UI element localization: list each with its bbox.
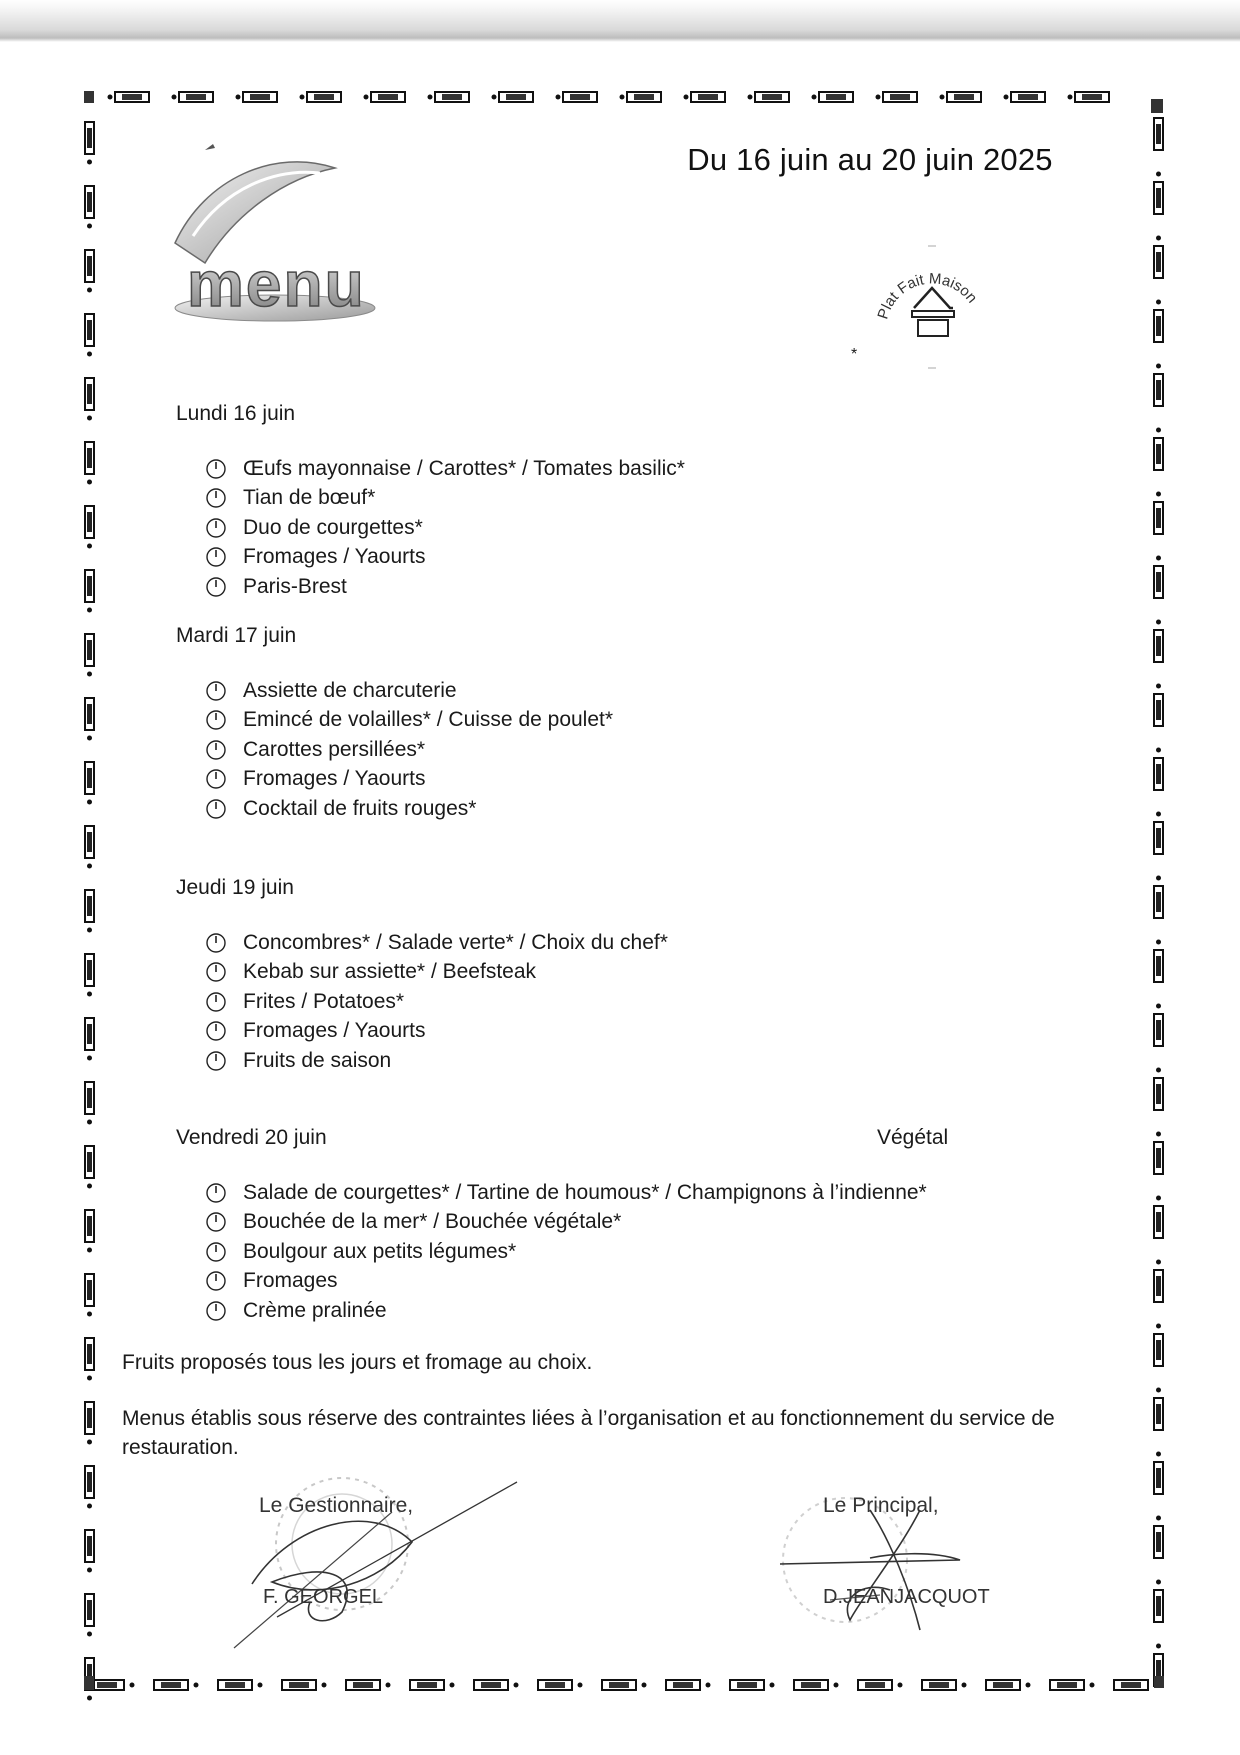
border-dash — [506, 94, 526, 100]
border-dash — [87, 1056, 92, 1061]
border-dash — [1151, 99, 1163, 113]
border-dash — [1156, 956, 1161, 976]
border-dash — [1156, 700, 1161, 720]
svg-text:menu: menu — [187, 248, 366, 320]
list-item: Fromages / Yaourts — [204, 543, 685, 573]
border-dash — [87, 800, 92, 805]
border-dash — [1090, 1683, 1095, 1688]
list-item: Concombres* / Salade verte* / Choix du chef* — [204, 928, 668, 958]
border-dash — [570, 94, 590, 100]
border-dash — [161, 1682, 181, 1688]
border-dash — [97, 1682, 117, 1688]
border-dash — [940, 95, 945, 100]
border-dash — [87, 448, 92, 468]
border-dash — [87, 992, 92, 997]
clock-icon — [204, 797, 228, 821]
border-dash — [834, 1683, 839, 1688]
border-dash — [87, 960, 92, 980]
gestionnaire-name: F. GEORGEL — [263, 1586, 384, 1608]
list-item: Salade de courgettes* / Tartine de houmous* / Champignons à l’indienne* — [204, 1178, 927, 1208]
border-dash — [1156, 1516, 1161, 1521]
border-dash — [87, 896, 92, 916]
border-dash — [130, 1683, 135, 1688]
border-dash — [1156, 940, 1161, 945]
day-title: Lundi 16 juin — [176, 402, 296, 425]
border-dash — [684, 95, 689, 100]
principal-name: D.JEANJACQUOT — [823, 1586, 990, 1608]
border-dash — [108, 95, 113, 100]
border-dash — [87, 704, 92, 724]
border-dash — [87, 768, 92, 788]
border-dash — [87, 1472, 92, 1492]
border-dash — [1156, 1020, 1161, 1040]
border-dash — [225, 1682, 245, 1688]
border-dash — [1156, 300, 1161, 305]
clock-icon — [204, 1181, 228, 1205]
border-dash — [1082, 94, 1102, 100]
border-dash — [865, 1682, 885, 1688]
border-dash — [250, 94, 270, 100]
border-dash — [87, 1408, 92, 1428]
list-item: Cocktail de fruits rouges* — [204, 794, 613, 824]
border-dash — [1156, 444, 1161, 464]
border-dash — [1156, 316, 1161, 336]
clock-icon — [204, 708, 228, 732]
border-dash — [87, 608, 92, 613]
border-dash — [87, 288, 92, 293]
clock-icon — [204, 516, 228, 540]
border-dash — [87, 192, 92, 212]
border-dash — [386, 1683, 391, 1688]
border-dash — [87, 416, 92, 421]
border-dash — [87, 1120, 92, 1125]
border-dash — [1156, 1596, 1161, 1616]
border-dash — [87, 384, 92, 404]
border-dash — [87, 1568, 92, 1573]
day-title: Vendredi 20 juin — [176, 1126, 327, 1149]
border-dash — [442, 94, 462, 100]
border-dash — [1018, 94, 1038, 100]
clock-icon — [204, 1210, 228, 1234]
border-dash — [1156, 684, 1161, 689]
border-dash — [87, 128, 92, 148]
border-dash — [87, 512, 92, 532]
border-dash — [1156, 1260, 1161, 1265]
border-dash — [87, 1216, 92, 1236]
border-dash — [1156, 876, 1161, 881]
border-dash — [1156, 636, 1161, 656]
clock-icon — [204, 1049, 228, 1073]
border-dash — [770, 1683, 775, 1688]
border-dash — [87, 160, 92, 165]
border-dash — [762, 94, 782, 100]
border-dash — [87, 1184, 92, 1189]
border-dash — [609, 1682, 629, 1688]
border-dash — [1004, 95, 1009, 100]
border-dash — [1156, 1532, 1161, 1552]
border-dash — [1026, 1683, 1031, 1688]
border-dash — [1156, 1068, 1161, 1073]
border-dash — [378, 94, 398, 100]
border-dash — [87, 1536, 92, 1556]
list-item: Œufs mayonnaise / Carottes* / Tomates basilic* — [204, 454, 685, 484]
list-item: Fromages / Yaourts — [204, 1017, 668, 1047]
reserve-note: Menus établis sous réserve des contraintes liées à l’organisation et au fonctionnement du service de restauration. — [122, 1407, 1055, 1459]
border-dash — [1068, 95, 1073, 100]
border-dash — [1156, 1196, 1161, 1201]
border-dash — [87, 1632, 92, 1637]
border-dash — [545, 1682, 565, 1688]
border-dash — [87, 832, 92, 852]
border-dash — [962, 1683, 967, 1688]
border-dash — [890, 94, 910, 100]
border-dash — [898, 1683, 903, 1688]
border-dash — [1156, 172, 1161, 177]
clock-icon — [204, 1269, 228, 1293]
border-dash — [1156, 1084, 1161, 1104]
border-dash — [578, 1683, 583, 1688]
list-item: Emincé de volailles* / Cuisse de poulet* — [204, 706, 613, 736]
border-dash — [1154, 1676, 1164, 1688]
list-item: Kebab sur assiette* / Beefsteak — [204, 958, 668, 988]
border-dash — [87, 224, 92, 229]
list-item: Paris-Brest — [204, 572, 685, 602]
clock-icon — [204, 960, 228, 984]
border-dash — [1057, 1682, 1077, 1688]
clock-icon — [204, 679, 228, 703]
border-dash — [1156, 1004, 1161, 1009]
border-dash — [481, 1682, 501, 1688]
border-dash — [1156, 828, 1161, 848]
menu-list — [204, 454, 685, 602]
border-dash — [87, 1440, 92, 1445]
border-dash — [87, 1504, 92, 1509]
border-dash — [1156, 364, 1161, 369]
border-dash — [236, 95, 241, 100]
border-dash — [87, 1312, 92, 1317]
border-dash — [698, 94, 718, 100]
clock-icon — [204, 767, 228, 791]
border-dash — [1156, 428, 1161, 433]
principal-title: Le Principal, — [823, 1494, 939, 1517]
border-dash — [1156, 1580, 1161, 1585]
border-dash — [87, 672, 92, 677]
list-item: Crème pralinée — [204, 1296, 927, 1326]
list-item: Fromages / Yaourts — [204, 765, 613, 795]
border-dash — [1121, 1682, 1141, 1688]
list-item: Duo de courgettes* — [204, 513, 685, 543]
border-dash — [122, 94, 142, 100]
border-dash — [87, 1344, 92, 1364]
border-dash — [87, 928, 92, 933]
list-item: Fromages — [204, 1267, 927, 1297]
clock-icon — [204, 1019, 228, 1043]
clock-icon — [204, 457, 228, 481]
clock-icon — [204, 545, 228, 569]
border-dash — [186, 94, 206, 100]
border-dash — [1156, 252, 1161, 272]
border-dash — [1156, 1148, 1161, 1168]
border-dash — [289, 1682, 309, 1688]
border-dash — [87, 1600, 92, 1620]
clock-icon — [204, 931, 228, 955]
border-dash — [87, 320, 92, 340]
fait-maison-stamp — [862, 240, 1002, 380]
border-dash — [1156, 1388, 1161, 1393]
border-dash — [1156, 188, 1161, 208]
border-dash — [954, 94, 974, 100]
border-dash — [84, 1676, 94, 1690]
border-dash — [87, 864, 92, 869]
border-dash — [87, 736, 92, 741]
border-dash — [556, 95, 561, 100]
border-dash — [876, 95, 881, 100]
border-dash — [1156, 492, 1161, 497]
border-dash — [1156, 1404, 1161, 1424]
gestionnaire-title: Le Gestionnaire, — [259, 1494, 414, 1517]
border-dash — [801, 1682, 821, 1688]
clock-icon — [204, 1299, 228, 1323]
border-dash — [620, 95, 625, 100]
list-item: Fruits de saison — [204, 1046, 668, 1076]
border-dash — [1156, 1452, 1161, 1457]
border-dash — [812, 95, 817, 100]
border-dash — [642, 1683, 647, 1688]
border-dash — [929, 1682, 949, 1688]
list-item: Boulgour aux petits légumes* — [204, 1237, 927, 1267]
border-dash — [87, 1280, 92, 1300]
vegetal-tag: Végétal — [877, 1126, 949, 1149]
menu-list — [204, 928, 668, 1076]
border-dash — [1156, 572, 1161, 592]
border-dash — [1156, 748, 1161, 753]
border-dash — [314, 94, 334, 100]
border-dash — [748, 95, 753, 100]
border-dash — [87, 256, 92, 276]
border-dash — [1156, 764, 1161, 784]
border-dash — [1156, 1468, 1161, 1488]
list-item: Bouchée de la mer* / Bouchée végétale* — [204, 1208, 927, 1238]
list-item: Frites / Potatoes* — [204, 987, 668, 1017]
border-dash — [737, 1682, 757, 1688]
border-dash — [993, 1682, 1013, 1688]
border-dash — [634, 94, 654, 100]
border-dash — [87, 1088, 92, 1108]
day-title: Jeudi 19 juin — [176, 876, 294, 899]
menu-list — [204, 676, 613, 824]
border-dash — [172, 95, 177, 100]
fruits-note: Fruits proposés tous les jours et fromage au choix. — [122, 1351, 593, 1374]
border-dash — [1156, 124, 1161, 144]
border-dash — [322, 1683, 327, 1688]
border-dash — [87, 352, 92, 357]
border-dash — [258, 1683, 263, 1688]
border-dash — [87, 640, 92, 660]
border-dash — [87, 1248, 92, 1253]
border-dash — [706, 1683, 711, 1688]
border-dash — [364, 95, 369, 100]
border-dash — [87, 576, 92, 596]
border-dash — [87, 1376, 92, 1381]
stamp-asterisk: * — [851, 346, 858, 363]
border-dash — [1156, 620, 1161, 625]
border-dash — [1156, 812, 1161, 817]
border-dash — [1156, 1276, 1161, 1296]
day-title: Mardi 17 juin — [176, 624, 297, 647]
clock-icon — [204, 575, 228, 599]
border-dash — [1156, 1212, 1161, 1232]
svg-text:Plat Fait Maison: Plat Fait Maison — [874, 270, 981, 322]
clock-icon — [204, 738, 228, 762]
border-dash — [428, 95, 433, 100]
border-dash — [1156, 1132, 1161, 1137]
border-dash — [353, 1682, 373, 1688]
border-dash — [1156, 508, 1161, 528]
border-dash — [87, 1024, 92, 1044]
border-dash — [826, 94, 846, 100]
border-dash — [1156, 892, 1161, 912]
border-dash — [1156, 1324, 1161, 1329]
border-dash — [1156, 556, 1161, 561]
list-item: Carottes persillées* — [204, 735, 613, 765]
border-dash — [1156, 236, 1161, 241]
border-dash — [87, 480, 92, 485]
border-dash — [1156, 1340, 1161, 1360]
clock-icon — [204, 486, 228, 510]
border-dash — [1156, 380, 1161, 400]
border-dash — [87, 1696, 92, 1701]
border-dash — [514, 1683, 519, 1688]
clock-icon — [204, 1240, 228, 1264]
border-dash — [194, 1683, 199, 1688]
border-dash — [87, 544, 92, 549]
border-dash — [300, 95, 305, 100]
border-dash — [84, 91, 94, 103]
border-dash — [492, 95, 497, 100]
page-title: Du 16 juin au 20 juin 2025 — [687, 142, 1053, 177]
list-item: Tian de bœuf* — [204, 484, 685, 514]
border-dash — [417, 1682, 437, 1688]
border-dash — [1156, 1644, 1161, 1649]
list-item: Assiette de charcuterie — [204, 676, 613, 706]
menu-logo — [165, 138, 405, 338]
border-dash — [673, 1682, 693, 1688]
border-dash — [87, 1152, 92, 1172]
clock-icon — [204, 990, 228, 1014]
border-dash — [450, 1683, 455, 1688]
menu-list — [204, 1178, 927, 1326]
